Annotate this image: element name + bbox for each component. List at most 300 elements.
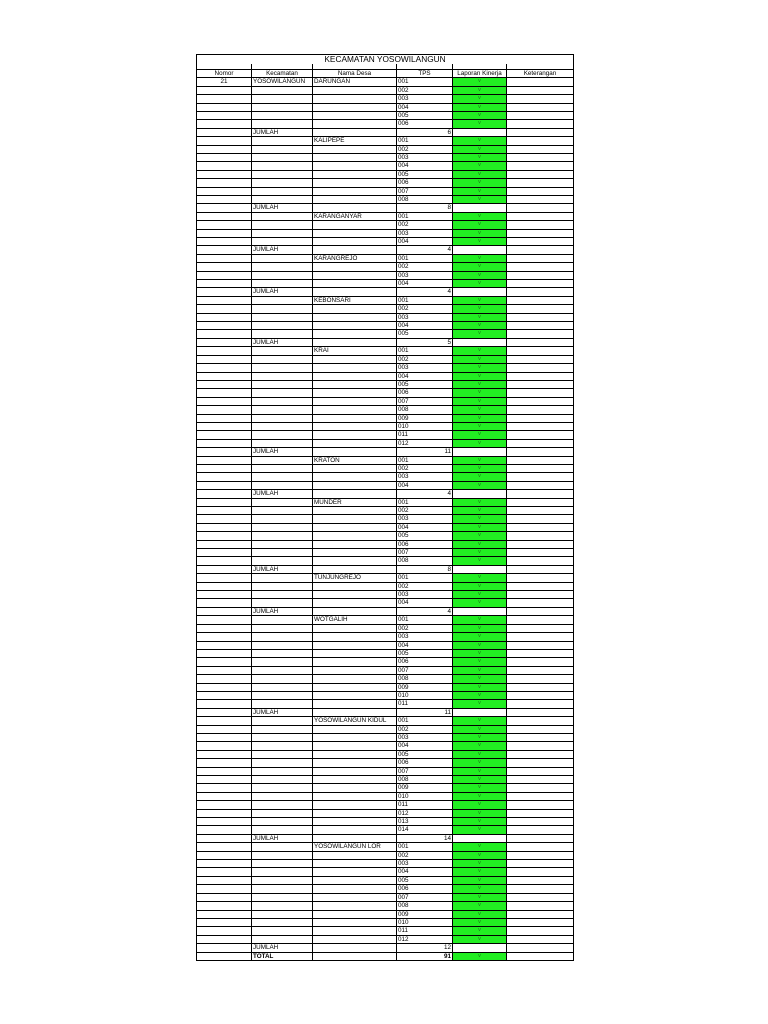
kecamatan-cell <box>252 229 313 237</box>
tps-cell: 013 <box>397 818 453 826</box>
table-row <box>197 347 574 355</box>
laporan-check-cell <box>453 204 507 212</box>
tps-cell: 007 <box>397 893 453 901</box>
nomor-cell <box>197 498 252 506</box>
nomor-cell <box>197 338 252 346</box>
table-row <box>197 372 574 380</box>
laporan-check-cell <box>453 708 507 716</box>
table-row <box>197 380 574 388</box>
desa-name-cell <box>313 397 397 405</box>
keterangan-cell <box>507 725 574 733</box>
kecamatan-cell <box>252 330 313 338</box>
desa-name-cell <box>313 523 397 531</box>
tps-cell: 007 <box>397 767 453 775</box>
kecamatan-cell <box>252 137 313 145</box>
laporan-check-cell: v <box>453 347 507 355</box>
nomor-cell <box>197 372 252 380</box>
jumlah-label: JUMLAH <box>252 128 313 136</box>
tps-cell: 001 <box>397 296 453 304</box>
table-row <box>197 532 574 540</box>
keterangan-cell <box>507 389 574 397</box>
laporan-check-cell: v <box>453 380 507 388</box>
desa-name-cell: KRAI <box>313 347 397 355</box>
keterangan-cell <box>507 355 574 363</box>
laporan-check-cell: v <box>453 271 507 279</box>
tps-cell: 005 <box>397 532 453 540</box>
table-row <box>197 700 574 708</box>
nomor-cell <box>197 238 252 246</box>
kecamatan-cell <box>252 254 313 262</box>
table-row <box>197 851 574 859</box>
tps-cell: 006 <box>397 658 453 666</box>
tps-cell: 007 <box>397 187 453 195</box>
laporan-check-cell: v <box>453 170 507 178</box>
laporan-check-cell: v <box>453 616 507 624</box>
kecamatan-cell <box>252 439 313 447</box>
laporan-check-cell <box>453 338 507 346</box>
tps-cell: 003 <box>397 271 453 279</box>
desa-name-cell <box>313 893 397 901</box>
table-row <box>197 422 574 430</box>
keterangan-cell <box>507 204 574 212</box>
laporan-check-cell: v <box>453 86 507 94</box>
nomor-cell <box>197 456 252 464</box>
table-row <box>197 78 574 86</box>
laporan-check-cell: v <box>453 422 507 430</box>
kecamatan-cell <box>252 406 313 414</box>
tps-cell: 003 <box>397 229 453 237</box>
keterangan-cell <box>507 288 574 296</box>
laporan-check-cell: v <box>453 145 507 153</box>
tps-cell: 005 <box>397 380 453 388</box>
desa-name-cell <box>313 389 397 397</box>
tps-cell: 006 <box>397 389 453 397</box>
jumlah-row <box>197 338 574 346</box>
keterangan-cell <box>507 532 574 540</box>
nomor-cell <box>197 380 252 388</box>
kecamatan-cell <box>252 826 313 834</box>
laporan-check-cell: v <box>453 473 507 481</box>
nomor-cell <box>197 767 252 775</box>
desa-name-cell <box>313 649 397 657</box>
nomor-cell <box>197 675 252 683</box>
kecamatan-cell <box>252 633 313 641</box>
laporan-check-cell: v <box>453 792 507 800</box>
desa-name-cell <box>313 313 397 321</box>
tps-cell: 011 <box>397 700 453 708</box>
laporan-check-cell: v <box>453 658 507 666</box>
kecamatan-cell <box>252 691 313 699</box>
desa-name-cell <box>313 565 397 573</box>
laporan-check-cell: v <box>453 372 507 380</box>
desa-name-cell <box>313 481 397 489</box>
laporan-check-cell: v <box>453 296 507 304</box>
keterangan-cell <box>507 549 574 557</box>
laporan-check-cell: v <box>453 767 507 775</box>
desa-name-cell <box>313 170 397 178</box>
keterangan-cell <box>507 843 574 851</box>
laporan-check-cell: v <box>453 935 507 943</box>
table-row <box>197 313 574 321</box>
desa-name-cell <box>313 801 397 809</box>
nomor-cell <box>197 431 252 439</box>
jumlah-label: JUMLAH <box>252 607 313 615</box>
tps-cell: 009 <box>397 784 453 792</box>
nomor-cell <box>197 700 252 708</box>
kecamatan-cell <box>252 776 313 784</box>
tps-cell: 006 <box>397 540 453 548</box>
nomor-cell <box>197 397 252 405</box>
jumlah-value: 6 <box>397 128 453 136</box>
jumlah-row <box>197 490 574 498</box>
keterangan-cell <box>507 700 574 708</box>
kecamatan-cell <box>252 843 313 851</box>
keterangan-cell <box>507 263 574 271</box>
nomor-cell <box>197 481 252 489</box>
laporan-check-cell: v <box>453 153 507 161</box>
jumlah-value: 4 <box>397 607 453 615</box>
keterangan-cell <box>507 784 574 792</box>
laporan-check-cell: v <box>453 137 507 145</box>
kecamatan-cell <box>252 599 313 607</box>
desa-name-cell <box>313 355 397 363</box>
desa-name-cell: TUNJUNGREJO <box>313 574 397 582</box>
laporan-check-cell: v <box>453 406 507 414</box>
tps-cell: 002 <box>397 725 453 733</box>
tps-cell: 004 <box>397 641 453 649</box>
kecamatan-cell <box>252 557 313 565</box>
laporan-check-cell: v <box>453 910 507 918</box>
tps-cell: 004 <box>397 523 453 531</box>
desa-name-cell <box>313 145 397 153</box>
tps-cell: 014 <box>397 826 453 834</box>
tps-cell: 001 <box>397 137 453 145</box>
laporan-check-cell <box>453 565 507 573</box>
nomor-cell <box>197 599 252 607</box>
table-row <box>197 523 574 531</box>
nomor-cell <box>197 406 252 414</box>
nomor-cell <box>197 389 252 397</box>
desa-name-cell <box>313 246 397 254</box>
table-row <box>197 498 574 506</box>
table-row <box>197 649 574 657</box>
table-row <box>197 750 574 758</box>
nomor-cell <box>197 708 252 716</box>
table-row <box>197 170 574 178</box>
keterangan-cell <box>507 406 574 414</box>
tps-cell: 009 <box>397 683 453 691</box>
jumlah-label: JUMLAH <box>252 338 313 346</box>
tps-cell: 003 <box>397 153 453 161</box>
table-row <box>197 902 574 910</box>
kecamatan-cell <box>252 574 313 582</box>
laporan-check-cell: v <box>453 195 507 203</box>
kecamatan-cell <box>252 759 313 767</box>
kecamatan-cell <box>252 876 313 884</box>
tps-cell: 012 <box>397 439 453 447</box>
table-row <box>197 868 574 876</box>
nomor-cell <box>197 187 252 195</box>
desa-name-cell <box>313 708 397 716</box>
jumlah-label: JUMLAH <box>252 490 313 498</box>
kecamatan-cell <box>252 195 313 203</box>
kecamatan-cell <box>252 187 313 195</box>
keterangan-cell <box>507 944 574 952</box>
tps-cell: 006 <box>397 759 453 767</box>
keterangan-cell <box>507 927 574 935</box>
keterangan-cell <box>507 221 574 229</box>
keterangan-cell <box>507 733 574 741</box>
desa-name-cell <box>313 834 397 842</box>
jumlah-value: 4 <box>397 246 453 254</box>
nomor-cell <box>197 801 252 809</box>
laporan-check-cell: v <box>453 95 507 103</box>
nomor-cell <box>197 212 252 220</box>
kecamatan-cell <box>252 271 313 279</box>
nomor-cell <box>197 229 252 237</box>
table-row <box>197 355 574 363</box>
table-row <box>197 683 574 691</box>
tps-cell: 003 <box>397 633 453 641</box>
kecamatan-cell <box>252 902 313 910</box>
tps-cell: 008 <box>397 675 453 683</box>
laporan-check-cell: v <box>453 683 507 691</box>
tps-cell: 002 <box>397 507 453 515</box>
tps-cell: 004 <box>397 372 453 380</box>
nomor-cell <box>197 641 252 649</box>
keterangan-cell <box>507 557 574 565</box>
kecamatan-cell <box>252 498 313 506</box>
table-row <box>197 389 574 397</box>
nomor-cell <box>197 464 252 472</box>
nomor-cell <box>197 296 252 304</box>
desa-name-cell: KALIPEPE <box>313 137 397 145</box>
tps-cell: 001 <box>397 78 453 86</box>
nomor-cell <box>197 254 252 262</box>
laporan-check-cell: v <box>453 254 507 262</box>
kecamatan-cell <box>252 103 313 111</box>
keterangan-cell <box>507 540 574 548</box>
jumlah-value: 8 <box>397 565 453 573</box>
laporan-check-cell: v <box>453 750 507 758</box>
keterangan-cell <box>507 834 574 842</box>
keterangan-cell <box>507 851 574 859</box>
table-row <box>197 641 574 649</box>
keterangan-cell <box>507 380 574 388</box>
jumlah-row <box>197 204 574 212</box>
keterangan-cell <box>507 599 574 607</box>
kecamatan-cell <box>252 918 313 926</box>
tps-cell: 002 <box>397 86 453 94</box>
keterangan-cell <box>507 641 574 649</box>
table-row <box>197 876 574 884</box>
nomor-cell <box>197 246 252 254</box>
laporan-check-cell: v <box>453 229 507 237</box>
kecamatan-cell <box>252 927 313 935</box>
desa-name-cell <box>313 439 397 447</box>
nomor-cell <box>197 784 252 792</box>
nomor-cell <box>197 935 252 943</box>
kecamatan-cell <box>252 414 313 422</box>
jumlah-value: 14 <box>397 834 453 842</box>
keterangan-cell <box>507 397 574 405</box>
kecamatan-cell <box>252 464 313 472</box>
kecamatan-cell <box>252 616 313 624</box>
nomor-cell <box>197 624 252 632</box>
tps-cell: 001 <box>397 254 453 262</box>
laporan-check-cell: v <box>453 893 507 901</box>
laporan-check-cell: v <box>453 364 507 372</box>
desa-name-cell <box>313 633 397 641</box>
tps-cell: 004 <box>397 322 453 330</box>
nomor-cell <box>197 691 252 699</box>
keterangan-cell <box>507 691 574 699</box>
tps-cell: 002 <box>397 582 453 590</box>
tps-cell: 004 <box>397 742 453 750</box>
desa-name-cell <box>313 599 397 607</box>
desa-name-cell <box>313 271 397 279</box>
kecamatan-cell <box>252 120 313 128</box>
keterangan-cell <box>507 313 574 321</box>
laporan-check-cell: v <box>453 927 507 935</box>
tps-cell: 001 <box>397 212 453 220</box>
kecamatan-cell: YOSOWILANGUN <box>252 78 313 86</box>
tps-cell: 001 <box>397 717 453 725</box>
keterangan-cell <box>507 271 574 279</box>
keterangan-cell <box>507 649 574 657</box>
kecamatan-cell <box>252 515 313 523</box>
table-row <box>197 927 574 935</box>
laporan-check-cell: v <box>453 860 507 868</box>
desa-name-cell <box>313 322 397 330</box>
laporan-check-cell <box>453 246 507 254</box>
nomor-cell <box>197 927 252 935</box>
keterangan-cell <box>507 296 574 304</box>
kecamatan-cell <box>252 910 313 918</box>
desa-name-cell <box>313 658 397 666</box>
laporan-check-cell: v <box>453 305 507 313</box>
tps-cell: 008 <box>397 902 453 910</box>
nomor-cell <box>197 422 252 430</box>
kecamatan-cell <box>252 742 313 750</box>
nomor-cell <box>197 834 252 842</box>
header-kecamatan: Kecamatan <box>252 69 313 77</box>
tps-cell: 002 <box>397 355 453 363</box>
table-row <box>197 843 574 851</box>
laporan-check-cell: v <box>453 826 507 834</box>
keterangan-cell <box>507 582 574 590</box>
nomor-cell <box>197 271 252 279</box>
kecamatan-cell <box>252 507 313 515</box>
nomor-cell <box>197 364 252 372</box>
kecamatan-cell <box>252 649 313 657</box>
keterangan-cell <box>507 162 574 170</box>
keterangan-cell <box>507 364 574 372</box>
table-row <box>197 111 574 119</box>
keterangan-cell <box>507 902 574 910</box>
laporan-check-cell: v <box>453 263 507 271</box>
kecamatan-cell <box>252 641 313 649</box>
keterangan-cell <box>507 473 574 481</box>
tps-cell: 009 <box>397 414 453 422</box>
laporan-check-cell: v <box>453 641 507 649</box>
tps-cell: 012 <box>397 809 453 817</box>
table-row <box>197 860 574 868</box>
nomor-cell <box>197 725 252 733</box>
jumlah-value: 8 <box>397 204 453 212</box>
laporan-check-cell: v <box>453 507 507 515</box>
nomor-cell <box>197 86 252 94</box>
nomor-cell <box>197 658 252 666</box>
keterangan-cell <box>507 910 574 918</box>
kecamatan-cell <box>252 389 313 397</box>
table-row <box>197 481 574 489</box>
laporan-check-cell: v <box>453 238 507 246</box>
desa-name-cell <box>313 86 397 94</box>
table-row <box>197 717 574 725</box>
kecamatan-cell <box>252 523 313 531</box>
keterangan-cell <box>507 591 574 599</box>
table-row <box>197 507 574 515</box>
desa-name-cell <box>313 263 397 271</box>
nomor-cell <box>197 591 252 599</box>
table-row <box>197 792 574 800</box>
total-check-cell: v <box>453 952 507 960</box>
nomor-cell <box>197 313 252 321</box>
laporan-check-cell: v <box>453 666 507 674</box>
laporan-check-cell: v <box>453 322 507 330</box>
nomor-cell <box>197 893 252 901</box>
nomor-cell <box>197 952 252 960</box>
keterangan-cell <box>507 145 574 153</box>
kecamatan-cell <box>252 733 313 741</box>
kecamatan-cell <box>252 549 313 557</box>
desa-name-cell <box>313 733 397 741</box>
table-row <box>197 280 574 288</box>
keterangan-cell <box>507 876 574 884</box>
nomor-cell <box>197 910 252 918</box>
keterangan-cell <box>507 893 574 901</box>
nomor-cell <box>197 473 252 481</box>
desa-name-cell <box>313 431 397 439</box>
keterangan-cell <box>507 515 574 523</box>
keterangan-cell <box>507 498 574 506</box>
table-row <box>197 179 574 187</box>
keterangan-cell <box>507 868 574 876</box>
keterangan-cell <box>507 78 574 86</box>
keterangan-cell <box>507 952 574 960</box>
keterangan-cell <box>507 195 574 203</box>
laporan-check-cell: v <box>453 801 507 809</box>
table-row <box>197 153 574 161</box>
table-row <box>197 263 574 271</box>
laporan-check-cell: v <box>453 725 507 733</box>
tps-cell: 003 <box>397 473 453 481</box>
table-row <box>197 549 574 557</box>
nomor-cell <box>197 868 252 876</box>
keterangan-cell <box>507 885 574 893</box>
kecamatan-cell <box>252 532 313 540</box>
table-row <box>197 238 574 246</box>
jumlah-value: 4 <box>397 490 453 498</box>
kecamatan-cell <box>252 767 313 775</box>
laporan-check-cell: v <box>453 78 507 86</box>
desa-name-cell <box>313 111 397 119</box>
kecamatan-cell <box>252 885 313 893</box>
keterangan-cell <box>507 481 574 489</box>
desa-name-cell <box>313 162 397 170</box>
desa-name-cell <box>313 204 397 212</box>
